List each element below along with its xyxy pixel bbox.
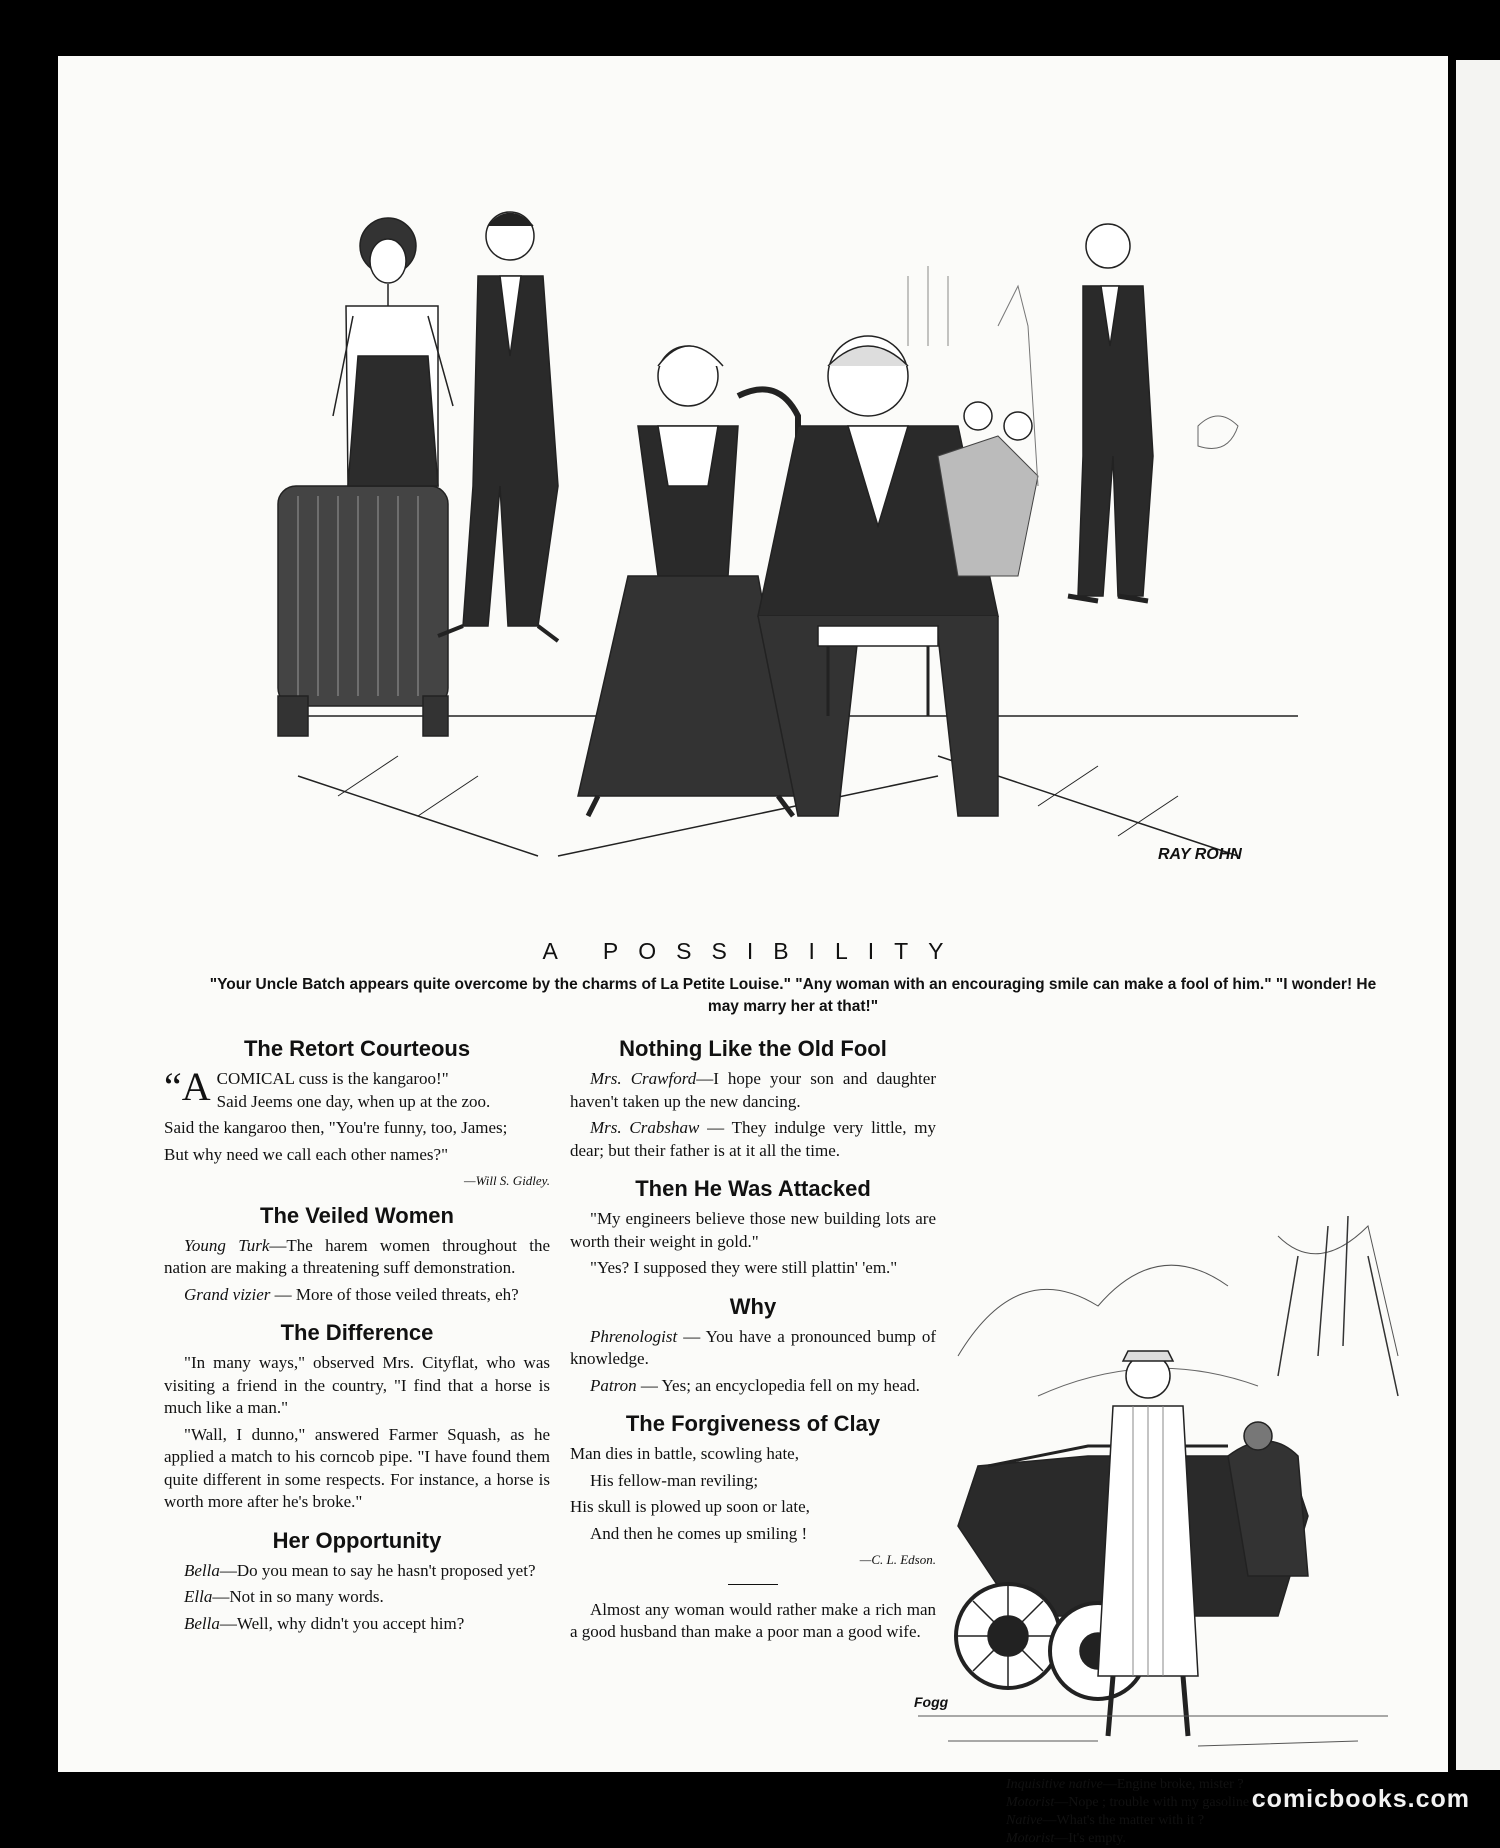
article-title: Nothing Like the Old Fool xyxy=(619,1036,887,1061)
dialogue-text: — You have a pronounced bump of knowledge. xyxy=(570,1326,936,1368)
speaker: Bella xyxy=(184,1560,220,1580)
dialogue-line xyxy=(164,1235,550,1280)
paragraph: "Yes? I supposed they were still plattin' 'em." xyxy=(590,1258,898,1277)
dialogue-text: — Yes; an encyclopedia fell on my head. xyxy=(636,1375,920,1395)
dialogue-text: —Not in so many words. xyxy=(212,1587,384,1606)
article-title: The Forgiveness of Clay xyxy=(625,1411,881,1436)
dialogue-text: — They indulge very little, my dear; but their father is at it all the time. xyxy=(570,1118,936,1160)
caption-line xyxy=(1006,1830,1406,1848)
poem-line: Man dies in battle, scowling hate, xyxy=(570,1444,799,1463)
article-title: Why xyxy=(729,1293,777,1319)
caption-text: —What's the matter with it ? xyxy=(1042,1813,1205,1828)
article-title: The Difference xyxy=(280,1320,434,1345)
poem-line: And then he comes up smiling ! xyxy=(590,1523,808,1543)
poem-line: His fellow-man reviling; xyxy=(590,1470,759,1490)
speaker: Motorist xyxy=(1006,1831,1055,1846)
article-title: The Retort Courteous xyxy=(243,1036,471,1061)
dialogue-text: —I hope your son and daughter haven't taken up the new dancing. xyxy=(570,1069,936,1111)
motorist-drawing xyxy=(898,1196,1408,1766)
caption-text: —It's empty. xyxy=(1054,1831,1126,1846)
dialogue-line xyxy=(164,1560,550,1583)
caption-line xyxy=(1006,1812,1406,1830)
party-scene-drawing xyxy=(238,156,1318,936)
poem-text: COMICAL cuss is the kangaroo!" xyxy=(216,1069,449,1088)
column-2 xyxy=(570,1036,936,1648)
dialogue-line xyxy=(164,1284,550,1307)
paragraph: "Wall, I dunno," answered Farmer Squash, as he applied a match to his corncob pipe. "I have found them quite different in some respects. For instance, a horse is worth more after he's broke." xyxy=(164,1424,550,1511)
speaker: Young Turk xyxy=(184,1235,270,1255)
paragraph: "My engineers believe those new building lots are worth their weight in gold." xyxy=(570,1209,936,1251)
dialogue-text: —Well, why didn't you accept him? xyxy=(219,1613,465,1633)
article-title: Her Opportunity xyxy=(272,1527,442,1553)
dialogue-line xyxy=(164,1613,550,1636)
dialogue-text: —Do you mean to say he hasn't proposed yet? xyxy=(219,1560,536,1580)
speaker: Mrs. Crabshaw xyxy=(590,1118,700,1137)
divider xyxy=(728,1584,778,1585)
watermark: comicbooks.com xyxy=(1251,1785,1470,1813)
speaker: Phrenologist xyxy=(590,1326,678,1346)
paragraph: Almost any woman would rather make a rich man a good husband than make a poor man a good wife. xyxy=(570,1599,936,1641)
party-scene-illustration xyxy=(238,156,1318,936)
column-1 xyxy=(164,1036,550,1639)
speaker: Bella xyxy=(184,1613,220,1633)
illustration-signature: RAY ROHN xyxy=(1158,846,1242,863)
caption-title: A POSSIBILITY xyxy=(542,938,964,964)
caption-text: —Engine broke, mister ? xyxy=(1102,1777,1244,1792)
speaker: Ella xyxy=(184,1587,213,1606)
speaker: Native xyxy=(1006,1813,1043,1828)
poem-line: His skull is plowed up soon or late, xyxy=(570,1497,810,1516)
poem-line: Said the kangaroo then, "You're funny, too, James; xyxy=(164,1118,508,1137)
speaker: Patron xyxy=(590,1375,637,1395)
article-title: Then He Was Attacked xyxy=(635,1176,871,1201)
paragraph: "In many ways," observed Mrs. Cityflat, who was visiting a friend in the country, "I find that a horse is much like a man." xyxy=(164,1353,550,1417)
drop-cap: “A xyxy=(164,1064,211,1109)
next-page-edge xyxy=(1456,60,1500,1770)
poem-line: But why need we call each other names?" xyxy=(164,1144,449,1164)
caption-text: "Your Uncle Batch appears quite overcome by the charms of La Petite Louise." "Any woman with an encouraging smile can make a fool of him." "I wonder! He may marry her at that!" xyxy=(209,976,1377,1015)
speaker: Mrs. Crawford xyxy=(590,1069,697,1088)
speaker: Motorist xyxy=(1006,1795,1055,1810)
dialogue-line xyxy=(164,1586,550,1609)
car-signature: Fogg xyxy=(914,1694,949,1710)
dialogue-text: — More of those veiled threats, eh? xyxy=(270,1284,519,1304)
speaker: Inquisitive native xyxy=(1006,1777,1103,1792)
article-title: The Veiled Women xyxy=(260,1202,454,1228)
byline: —C. L. Edson. xyxy=(859,1552,936,1567)
dialogue-text: —The harem women throughout the nation are making a threatening suff demonstration. xyxy=(164,1235,550,1277)
motorist-car-illustration xyxy=(898,1196,1408,1766)
dialogue-line xyxy=(570,1117,936,1162)
dialogue-line xyxy=(570,1326,936,1371)
dialogue-line xyxy=(570,1068,936,1113)
dialogue-line xyxy=(570,1375,936,1398)
caption-text: —Nope ; trouble with my gasoline tank. xyxy=(1054,1795,1281,1810)
speaker: Grand vizier xyxy=(184,1284,271,1304)
byline: —Will S. Gidley. xyxy=(464,1173,550,1188)
poem-line xyxy=(164,1064,550,1113)
poem-text: Said Jeems one day, when up at the zoo. xyxy=(216,1091,491,1111)
